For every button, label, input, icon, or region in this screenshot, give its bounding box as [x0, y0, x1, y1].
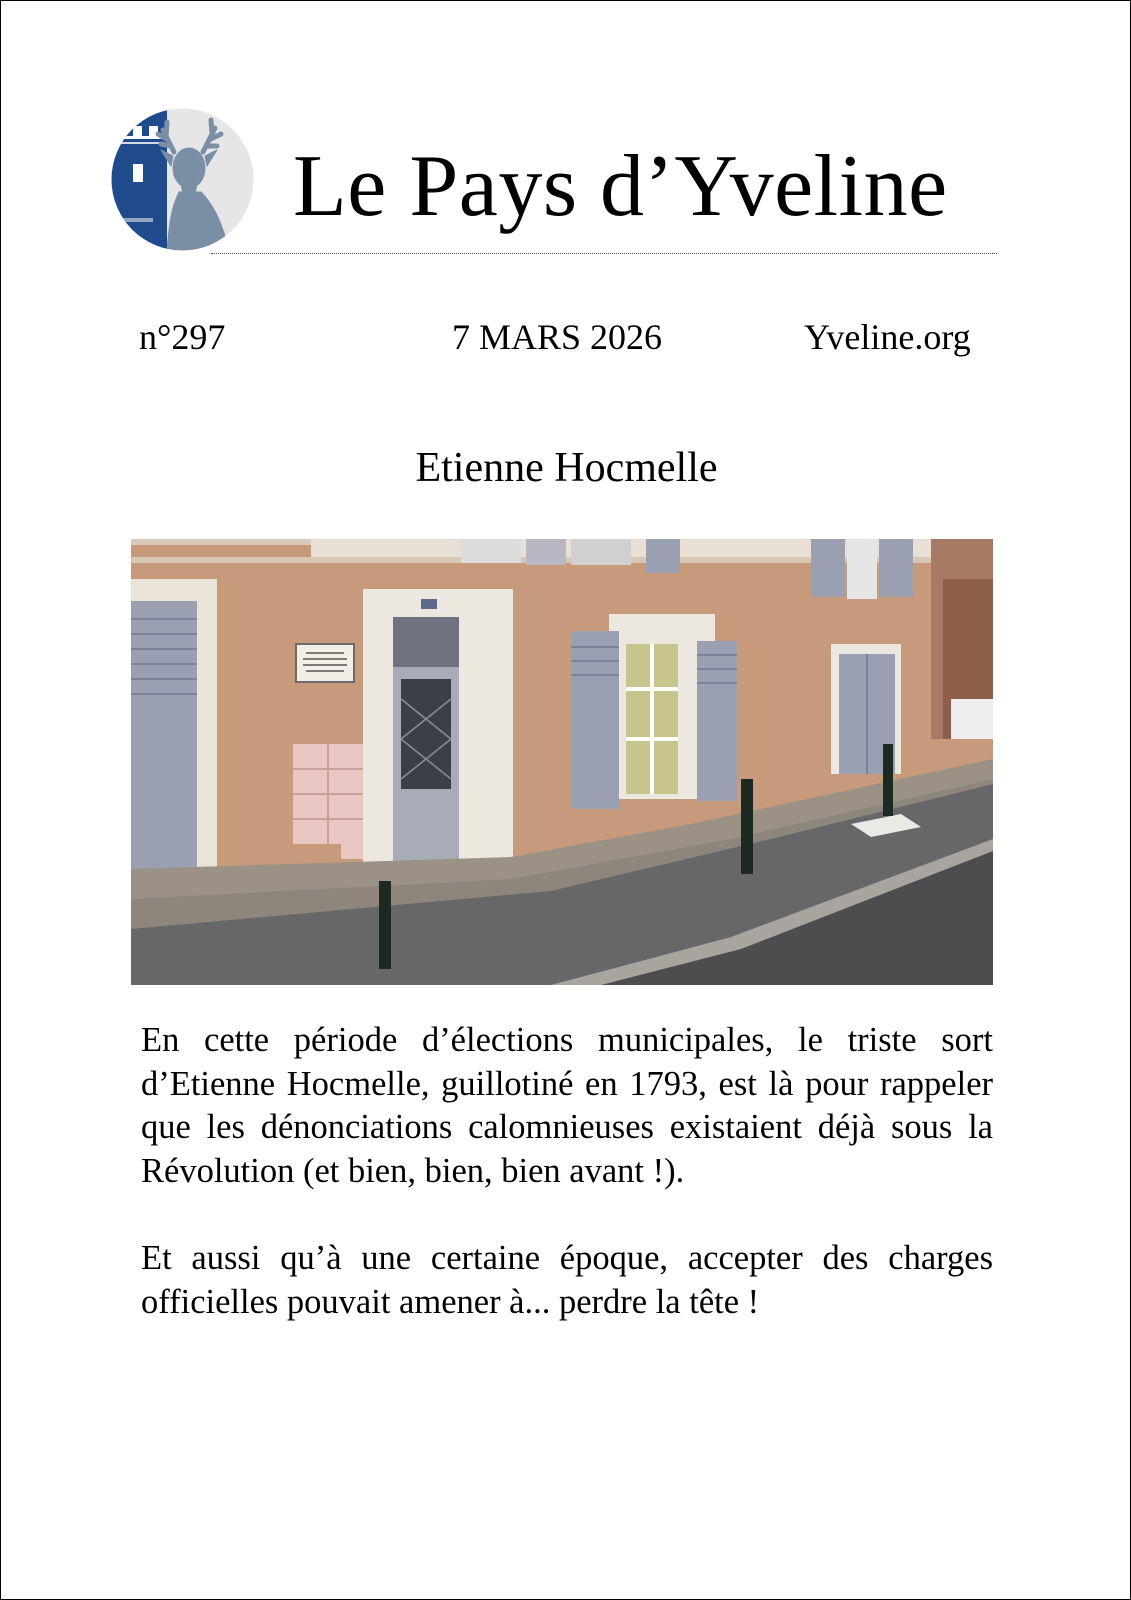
issue-number: n°297 [139, 317, 226, 357]
website-label: Yveline.org [804, 317, 971, 357]
masthead-title: Le Pays d’Yveline [293, 138, 948, 235]
issue-date: 7 MARS 2026 [452, 317, 663, 357]
article-body [141, 1019, 993, 1368]
article-headline: Etienne Hocmelle [415, 445, 718, 491]
article-paragraph-1: En cette période d’élections municipales, le triste sort d’Etienne Hocmelle, guillotiné en 1793, est là pour rappeler que les dénonciations calomnieuses existaient déjà sous la Révolution (et bien, bien, bien avant !). [141, 1021, 993, 1190]
street-view-house-facade-photo [131, 539, 993, 985]
article-paragraph-2: Et aussi qu’à une certaine époque, accepter des charges officielles pouvait amener à... perdre la tête ! [141, 1239, 993, 1321]
masthead-divider [211, 253, 997, 254]
castle-and-stag-logo [111, 108, 254, 251]
